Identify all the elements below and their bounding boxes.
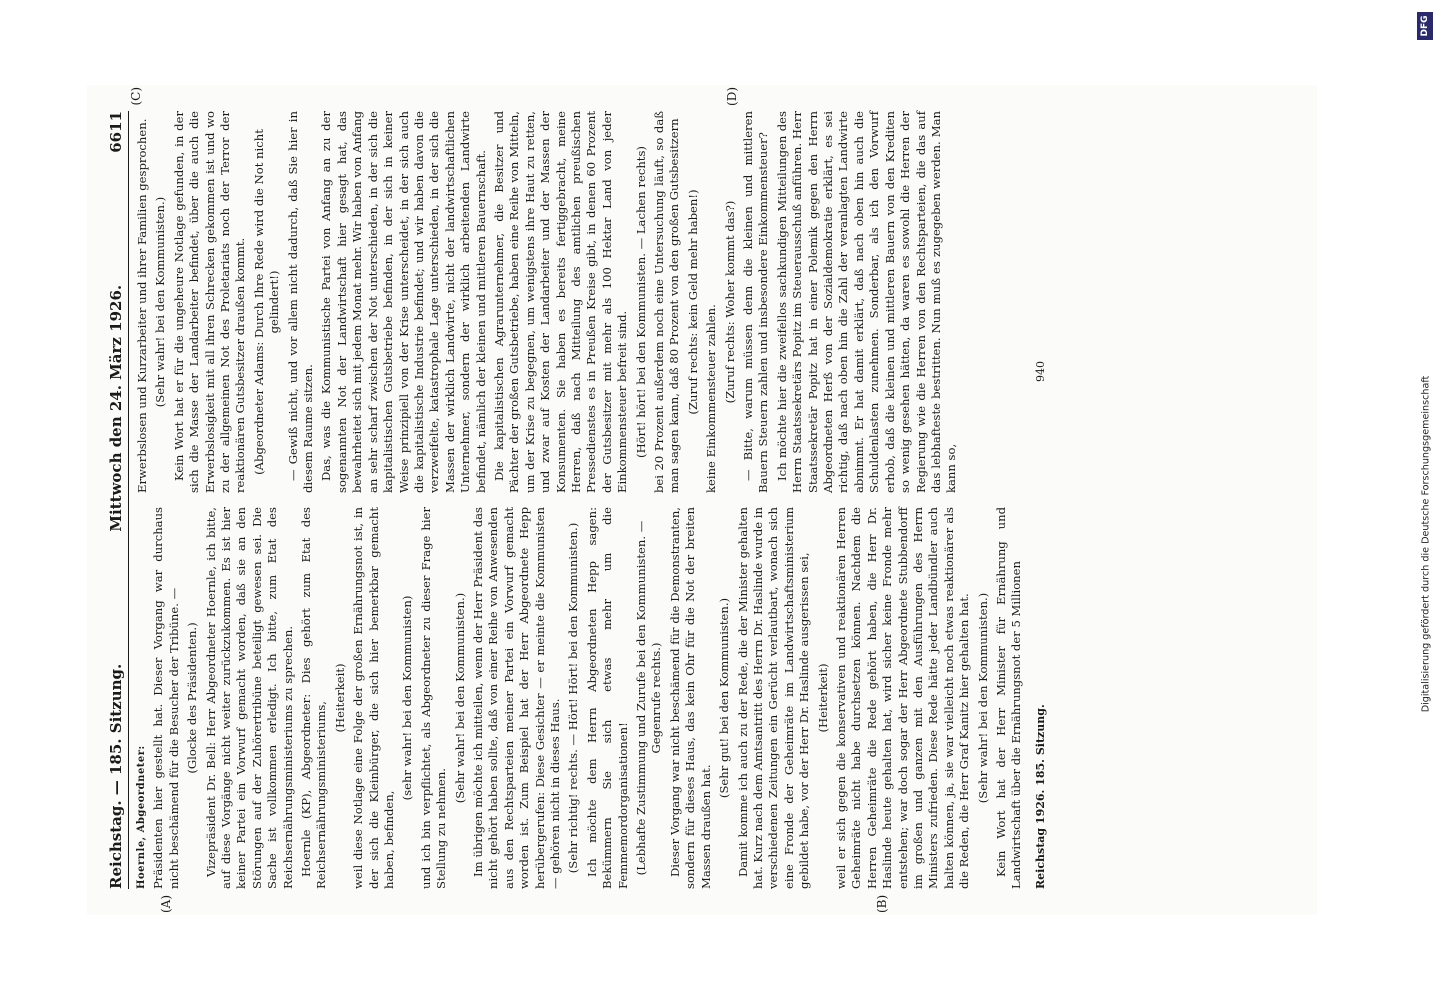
stage-direction: (Hört! hört! bei den Kommunisten. — Lachen rechts) — [633, 146, 648, 458]
page-footer — [1034, 111, 1047, 889]
stage-direction: (Heiterkeit) — [332, 663, 347, 733]
header-session: Reichstag. — 185. Sitzung. — [107, 663, 125, 889]
footer-number: 940 — [1033, 361, 1047, 382]
paragraph: — Gewiß nicht, und vor allem nicht dadurch, daß Sie hier in diesem Raume sitzen. — [285, 111, 316, 493]
header-page-number: 6611 — [107, 111, 125, 153]
right-column — [129, 87, 1028, 493]
stage-direction: (Abgeordneter Adams: Durch Ihre Rede wird die Not nicht gelindert!) — [251, 129, 282, 475]
margin-mark-b: (B) — [875, 894, 889, 913]
paragraph: Hoernle (KP), Abgeordneter: Dies gehört zum Etat des Reichsernährungsministeriums, — [298, 507, 329, 889]
stage-direction: (Lebhafte Zustimmung und Zurufe bei den Kommunisten. — Gegenrufe rechts.) — [634, 520, 664, 876]
dfg-logo-icon: DFG — [1417, 12, 1433, 40]
paragraph: Vizepräsident Dr. Bell: Herr Abgeordneter Hoernle, ich bitte, auf diese Vorgänge nicht weiter zurückzukommen. Es ist hier keiner Partei ein Vorwurf gemacht worden, daß sie an den Störungen auf der Zuhörertribüne beteiligt gewesen sei. Die Sache ist vollkommen erledigt. Ich bitte, zum Etat des Reichsernährungsministeriums zu sprechen. — [203, 507, 295, 889]
margin-mark-c: (C) — [129, 87, 143, 106]
speaker-label: Hoernle, Abgeordneter: — [136, 745, 147, 889]
stage-direction: (Sehr wahr! bei den Kommunisten.) — [975, 592, 990, 804]
stage-direction: (Zuruf rechts: kein Geld mehr haben!) — [685, 189, 700, 415]
margin-mark-a: (A) — [159, 894, 173, 913]
paragraph: Ich möchte hier die zweifellos sachkundigen Mitteilungen des Herrn Staatssekretärs Popitz im Steuerausschuß anführen. Herr Staatssekretär Popitz hat in einer Polemik gegen den Herrn Abgeordneten Herß von der Sozialdemokratie erklärt, es sei richtig, daß nach oben hin die Zahl der veranlagten Landwirte abnimmt. Er hat damit erklärt, daß nach oben hin auch die Schuldenlasten zunehmen. Sonderbar, als ich den Vorwurf erhob, daß die kleinen und mittleren Bauern von den Krediten so wenig gesehen hätten, da waren es sowohl die Herren der Regierung wie die Herren von den Rechtsparteien, die das auf das lebhafteste bestritten. Nun muß es zugegeben werden. Man kann so, — [774, 111, 959, 493]
margin-mark-d: (D) — [725, 87, 739, 106]
stage-direction: (Glocke des Präsidenten.) — [185, 622, 200, 774]
footer-session: Reichstag 1926. 185. Sitzung. — [1033, 704, 1047, 889]
stage-direction: (Heiterkeit) — [815, 663, 830, 733]
paragraph: Ich möchte dem Herrn Abgeordneten Hepp sagen: Bekümmern Sie sich etwas mehr um die Femmemordorganisationen! — [584, 507, 630, 889]
paragraph: Kein Wort hat der Herr Minister für Ernährung und Landwirtschaft über die Ernährungsnot der 5 Millionen — [994, 507, 1024, 889]
stage-direction: (sehr wahr! bei den Kommunisten) — [400, 595, 415, 801]
paragraph: bei 20 Prozent außerdem noch eine Untersuchung läuft, so daß man sagen kann, daß 80 Prozent von den großen Gutsbesitzern — [652, 111, 682, 493]
scanned-page — [87, 85, 1317, 915]
paragraph: Kein Wort hat er für die ungeheure Notlage gefunden, in der sich die Masse der Landarbeiter befindet, über die auch die Erwerbslosigkeit mit all ihren Schrecken gekommen ist und wo zu der allgemeinen Not des Proletariats noch der Terror der reaktionären Gutsbesitzer draußen kommt. — [171, 111, 248, 493]
header-date: Mittwoch den 24. März 1926. — [107, 284, 125, 532]
stage-direction: (Zuruf rechts: Woher kommt das?) — [722, 200, 737, 404]
paragraph: — Bitte, warum müssen denn die kleinen und mittleren Bauern Steuern zahlen und insbesondere Einkommensteuer? — [741, 111, 771, 493]
funding-note — [1417, 4, 1434, 996]
paragraph: weil diese Notlage eine Folge der großen Ernährungsnot ist, in der sich die Kleinbürger, die sich hier bemerkbar gemacht haben, befinden, — [351, 507, 396, 889]
funding-text: Digitalisierung gefördert durch die Deutsche Forschungsgemeinschaft — [1420, 375, 1432, 713]
paragraph: Damit komme ich auch zu der Rede, die der Minister gehalten hat. Kurz nach dem Amtsantritt des Herrn Dr. Haslinde wurde in verschiedenen Zeitungen ein Gerücht verlautbart, wonach sich eine Fronde der Geheimräte im Landwirtschaftsministerium gebildet habe, vor der Herr Dr. Haslinde ausgerissen sei, — [735, 507, 812, 889]
stage-direction: (Sehr wahr! bei den Kommunisten.) — [153, 196, 168, 408]
page-header — [107, 111, 129, 889]
paragraph: keine Einkommensteuer zahlen. — [704, 304, 719, 493]
paragraph: Im übrigen möchte ich mitteilen, wenn der Herr Präsident das nicht gehört haben sollte, daß von einer Reihe von Anwesenden aus den Rechtsparteien meiner Partei ein Vorwurf gemacht worden ist. Zum Beispiel hat der Herr Abgeordnete Hepp herübergerufen: Diese Gesichter — er meinte die Kommunisten — gehören nicht in dieses Haus. — [471, 507, 563, 889]
paragraph: Dieser Vorgang war nicht beschämend für die Demonstranten, sondern für dieses Haus, das kein Ohr für die Not der breiten Massen draußen hat. — [667, 507, 713, 889]
paragraph: Die kapitalistischen Agrarunternehmer, die Besitzer und Pächter der großen Gutsbetriebe, haben eine Reihe von Mitteln, um der Krise zu begegnen, um wenigstens ihre Haut zu retten, und zwar auf Kosten der Landarbeiter und der Massen der Konsumenten. Sie haben es bereits fertiggebracht, meine Herren, daß nach Mitteilung des amtlichen preußischen Pressedienstes es in Preußen Kreise gibt, in denen 60 Prozent der Gutsbesitzer mit mehr als 100 Hektar Land von jeder Einkommensteuer befreit sind. — [491, 111, 630, 493]
paragraph: Präsidenten hier gestellt hat. Dieser Vorgang war durchaus nicht beschämend für die Besucher der Tribüne. — — [151, 507, 181, 889]
stage-direction: (Sehr wahr! bei den Kommunisten.) — [452, 592, 467, 804]
paragraph: Das, was die Kommunistische Partei von Anfang an zu der sogenannten Not der Landwirtschaft hier gesagt hat, das bewahrheitet sich mit jedem Monat mehr. Wir haben von Anfang an sehr scharf zwischen der Not unterschieden, in der sich die kapitalistischen Gutsbetriebe befinden, in der sich in keiner Weise prinzipiell von der Krise unterscheidet, in der sich auch die kapitalistische Industrie befindet; und wir haben davon die verzweifelte, katastrophale Lage unterschieden, in der sich die Massen der wirklich Landwirte, nicht der landwirtschaftlichen Unternehmer, sondern der wirklich arbeitenden Landwirte befindet, nämlich der kleinen und mittleren Bauernschaft. — [319, 111, 488, 493]
stage-direction: (Sehr gut! bei den Kommunisten.) — [717, 597, 732, 799]
left-column — [135, 507, 1028, 913]
stage-direction: (Sehr richtig! rechts. — Hört! Hört! bei den Kommunisten.) — [566, 522, 581, 874]
paragraph: weil er sich gegen die konservativen und reaktionären Herren Geheimräte nicht habe durchsetzen können. Nachdem die Herren Geheimräte die Rede gehört haben, die Herr Dr. Haslinde heute gehalten hat, wird sicher keine Fronde mehr entstehen; war doch sogar der Herr Abgeordnete Stubbendorff im großen und ganzen mit den Ausführungen des Herrn Ministers zufrieden. Diese Rede hätte jeder Landbündler auch halten können, ja, sie war vielleicht noch etwas reaktionärer als die Reden, die Herr Graf Kanitz hier gehalten hat. — [833, 507, 972, 889]
paragraph: und ich bin verpflichtet, als Abgeordneter zu dieser Frage hier Stellung zu nehmen. — [418, 507, 449, 889]
paragraph: Erwerbslosen und Kurzarbeiter und ihrer Familien gesprochen. — [135, 118, 149, 493]
